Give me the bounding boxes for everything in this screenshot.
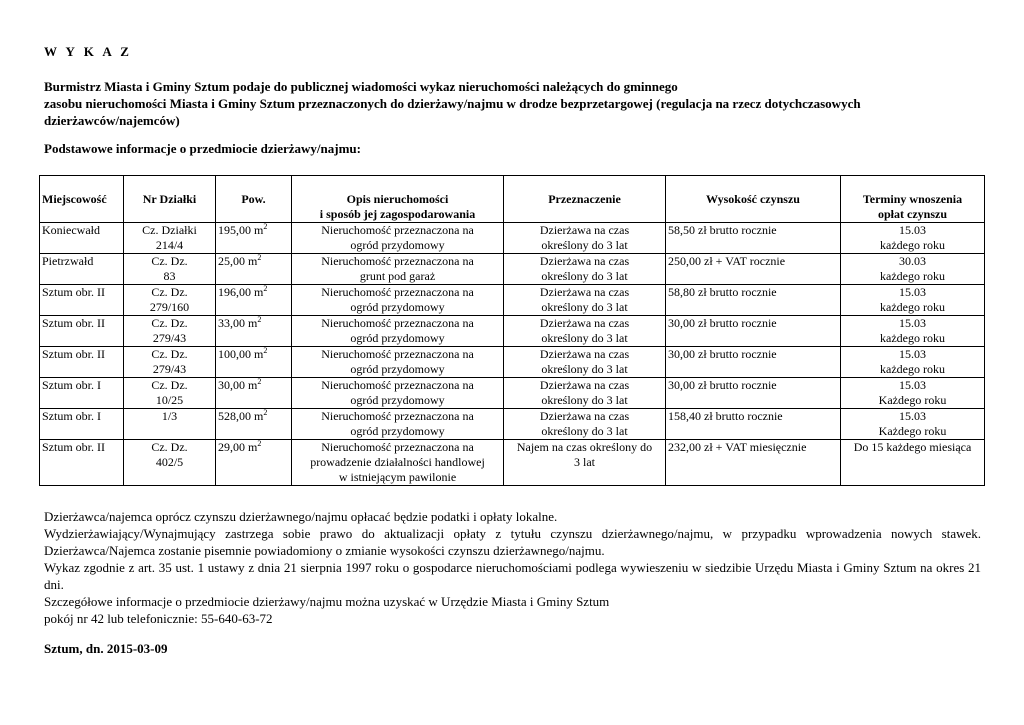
cell-parcel-line: 279/160 (149, 300, 190, 314)
cell-description-line: Nieruchomość przeznaczona na (321, 347, 474, 361)
cell-locality: Sztum obr. II (40, 440, 124, 486)
cell-purpose-line: 3 lat (574, 455, 595, 469)
cell-terms-line: 15.03 (899, 316, 926, 330)
cell-description (292, 409, 504, 440)
cell-terms-line: 30.03 (899, 254, 926, 268)
cell-area-unit-exponent: 2 (257, 377, 262, 386)
cell-area-unit-exponent: 2 (263, 222, 268, 231)
cell-parcel-line: Cz. Dz. (151, 316, 188, 330)
cell-description-line: Nieruchomość przeznaczona na (321, 316, 474, 330)
cell-purpose-line: Dzierżawa na czas (539, 223, 630, 237)
cell-purpose-line: określony do 3 lat (541, 424, 628, 438)
cell-purpose (504, 440, 666, 486)
section-subheading: Podstawowe informacje o przedmiocie dzierżawy/najmu: (44, 141, 361, 156)
cell-locality: Sztum obr. I (40, 378, 124, 409)
document-title: W Y K A Z (44, 44, 132, 59)
cell-parcel-line: Cz. Dz. (151, 254, 188, 268)
table-header-row (40, 176, 985, 223)
cell-terms-line: Do 15 każdego miesiąca (853, 440, 972, 454)
cell-rent: 30,00 zł brutto rocznie (666, 378, 841, 409)
cell-area (216, 347, 292, 378)
cell-terms (841, 223, 985, 254)
cell-area (216, 409, 292, 440)
cell-area-value: 195,00 m (218, 223, 264, 237)
cell-description-line: Nieruchomość przeznaczona na (321, 254, 474, 268)
cell-parcel-line: Cz. Działki (142, 223, 197, 237)
cell-parcel (124, 347, 216, 378)
cell-parcel-line: Cz. Dz. (151, 440, 188, 454)
cell-terms (841, 440, 985, 486)
cell-area-unit-exponent: 2 (263, 346, 268, 355)
place-date: Sztum, dn. 2015-03-09 (44, 641, 168, 656)
note-paragraph: Wykaz zgodnie z art. 35 ust. 1 ustawy z dnia 21 sierpnia 1997 roku o gospodarce nieruchomościami podlega wywieszeniu w siedzibie Urzędu Miasta i Gminy Sztum na okres 21 dni. (44, 560, 981, 592)
cell-parcel-line: 402/5 (155, 455, 184, 469)
cell-description-line: prowadzenie działalności handlowej (310, 455, 485, 469)
cell-rent: 58,80 zł brutto rocznie (666, 285, 841, 316)
cell-purpose (504, 223, 666, 254)
cell-purpose-line: określony do 3 lat (541, 238, 628, 252)
cell-terms-line: Każdego roku (878, 424, 947, 438)
table-row (40, 378, 985, 409)
cell-terms-line: Każdego roku (878, 393, 947, 407)
cell-area (216, 254, 292, 285)
table-body (40, 223, 985, 486)
cell-parcel-line: Cz. Dz. (151, 378, 188, 392)
intro-line: Burmistrz Miasta i Gminy Sztum podaje do publicznej wiadomości wykaz nieruchomości należących do gminnego (44, 79, 678, 94)
cell-description-line: ogród przydomowy (350, 300, 445, 314)
cell-terms-line: 15.03 (899, 223, 926, 237)
cell-terms (841, 409, 985, 440)
header-purpose: Przeznaczenie (504, 176, 666, 223)
cell-parcel-line: 83 (163, 269, 176, 283)
cell-parcel (124, 378, 216, 409)
note-paragraph: Dzierżawca/najemca oprócz czynszu dzierżawnego/najmu opłacać będzie podatki i opłaty lokalne. (44, 509, 558, 524)
cell-terms-line: 15.03 (899, 347, 926, 361)
cell-rent: 30,00 zł brutto rocznie (666, 347, 841, 378)
cell-parcel-line: Cz. Dz. (151, 347, 188, 361)
header-area: Pow. (216, 176, 292, 223)
header-terms-line: Terminy wnoszenia (862, 192, 963, 206)
cell-parcel-line: 279/43 (152, 331, 187, 345)
cell-terms (841, 347, 985, 378)
header-parcel: Nr Działki (124, 176, 216, 223)
cell-purpose (504, 378, 666, 409)
cell-locality: Sztum obr. II (40, 347, 124, 378)
cell-locality: Sztum obr. II (40, 316, 124, 347)
cell-purpose (504, 409, 666, 440)
table-row (40, 254, 985, 285)
cell-description (292, 316, 504, 347)
cell-terms-line: każdego roku (880, 362, 945, 376)
cell-area-value: 528,00 m (218, 409, 264, 423)
cell-rent: 30,00 zł brutto rocznie (666, 316, 841, 347)
header-locality: Miejscowość (40, 176, 124, 223)
cell-locality: Sztum obr. I (40, 409, 124, 440)
cell-description-line: ogród przydomowy (350, 393, 445, 407)
cell-description-line: w istniejącym pawilonie (338, 470, 457, 484)
cell-description (292, 378, 504, 409)
intro-line: zasobu nieruchomości Miasta i Gminy Sztum przeznaczonych do dzierżawy/najmu w drodze bezprzetargowej (regulacja na rzecz dotychczasowych (44, 96, 861, 111)
cell-locality: Pietrzwałd (40, 254, 124, 285)
cell-purpose-line: Dzierżawa na czas (539, 409, 630, 423)
cell-parcel (124, 223, 216, 254)
cell-description-line: ogród przydomowy (350, 331, 445, 345)
table-row (40, 409, 985, 440)
cell-terms-line: każdego roku (880, 238, 945, 252)
cell-purpose-line: określony do 3 lat (541, 331, 628, 345)
note-paragraph: pokój nr 42 lub telefonicznie: 55-640-63-72 (44, 611, 273, 626)
cell-rent: 232,00 zł + VAT miesięcznie (666, 440, 841, 486)
cell-rent: 250,00 zł + VAT rocznie (666, 254, 841, 285)
cell-rent: 158,40 zł brutto rocznie (666, 409, 841, 440)
cell-area (216, 378, 292, 409)
cell-purpose-line: określony do 3 lat (541, 362, 628, 376)
header-terms-line: opłat czynszu (878, 207, 947, 221)
cell-terms (841, 254, 985, 285)
note-paragraph: Wydzierżawiający/Wynajmujący zastrzega sobie prawo do aktualizacji opłaty z tytułu czynszu dzierżawnego/najmu, w przypadku wprowadzenia nowych stawek. Dzierżawca/Najemca zostanie pisemnie powiadomiony o zmianie wysokości czynszu dzierżawnego/najmu. (44, 526, 981, 558)
cell-purpose-line: określony do 3 lat (541, 300, 628, 314)
table-row (40, 316, 985, 347)
cell-parcel (124, 440, 216, 486)
cell-description-line: Nieruchomość przeznaczona na (321, 440, 474, 454)
cell-description (292, 440, 504, 486)
cell-purpose-line: Dzierżawa na czas (539, 316, 630, 330)
header-rent: Wysokość czynszu (666, 176, 841, 223)
cell-purpose (504, 254, 666, 285)
cell-parcel (124, 409, 216, 440)
cell-rent: 58,50 zł brutto rocznie (666, 223, 841, 254)
cell-area (216, 285, 292, 316)
cell-terms-line: każdego roku (880, 269, 945, 283)
cell-parcel (124, 285, 216, 316)
intro-line: dzierżawców/najemców) (44, 113, 180, 128)
property-table (39, 175, 985, 486)
cell-area-value: 33,00 m (218, 316, 258, 330)
cell-terms (841, 285, 985, 316)
cell-area-unit-exponent: 2 (263, 284, 268, 293)
header-description-line: Opis nieruchomości (346, 192, 449, 206)
cell-terms (841, 316, 985, 347)
cell-purpose-line: Dzierżawa na czas (539, 347, 630, 361)
cell-area-unit-exponent: 2 (263, 408, 268, 417)
cell-description-line: Nieruchomość przeznaczona na (321, 285, 474, 299)
cell-description (292, 347, 504, 378)
cell-purpose (504, 347, 666, 378)
cell-terms-line: 15.03 (899, 409, 926, 423)
cell-purpose-line: Dzierżawa na czas (539, 285, 630, 299)
cell-purpose-line: określony do 3 lat (541, 393, 628, 407)
cell-terms-line: każdego roku (880, 300, 945, 314)
notes-section (44, 508, 981, 627)
table-row (40, 347, 985, 378)
cell-description-line: Nieruchomość przeznaczona na (321, 409, 474, 423)
header-description-line: i sposób jej zagospodarowania (319, 207, 476, 221)
cell-description (292, 285, 504, 316)
cell-description-line: grunt pod garaż (359, 269, 436, 283)
cell-description-line: ogród przydomowy (350, 362, 445, 376)
table-row (40, 285, 985, 316)
cell-area-unit-exponent: 2 (257, 315, 262, 324)
cell-description-line: Nieruchomość przeznaczona na (321, 223, 474, 237)
cell-purpose (504, 285, 666, 316)
cell-parcel-line: 214/4 (155, 238, 184, 252)
cell-purpose-line: Najem na czas określony do (516, 440, 653, 454)
table-row (40, 440, 985, 486)
cell-parcel-line: 10/25 (155, 393, 184, 407)
cell-purpose-line: Dzierżawa na czas (539, 254, 630, 268)
cell-purpose-line: określony do 3 lat (541, 269, 628, 283)
cell-locality: Koniecwałd (40, 223, 124, 254)
cell-description-line: ogród przydomowy (350, 238, 445, 252)
cell-area-value: 25,00 m (218, 254, 258, 268)
cell-area (216, 223, 292, 254)
cell-terms-line: 15.03 (899, 285, 926, 299)
cell-area (216, 316, 292, 347)
cell-purpose-line: Dzierżawa na czas (539, 378, 630, 392)
cell-description (292, 254, 504, 285)
intro-paragraph (44, 78, 994, 129)
cell-area-value: 196,00 m (218, 285, 264, 299)
cell-parcel (124, 254, 216, 285)
cell-parcel-line: 1/3 (161, 409, 178, 423)
header-terms (841, 176, 985, 223)
cell-area-value: 100,00 m (218, 347, 264, 361)
cell-description (292, 223, 504, 254)
table-row (40, 223, 985, 254)
cell-area-unit-exponent: 2 (257, 253, 262, 262)
cell-parcel (124, 316, 216, 347)
note-paragraph: Szczegółowe informacje o przedmiocie dzierżawy/najmu można uzyskać w Urzędzie Miasta i Gminy Sztum (44, 594, 610, 609)
cell-terms-line: każdego roku (880, 331, 945, 345)
cell-description-line: ogród przydomowy (350, 424, 445, 438)
header-description (292, 176, 504, 223)
cell-area-value: 29,00 m (218, 440, 258, 454)
cell-parcel-line: 279/43 (152, 362, 187, 376)
cell-area-unit-exponent: 2 (257, 439, 262, 448)
cell-locality: Sztum obr. II (40, 285, 124, 316)
cell-description-line: Nieruchomość przeznaczona na (321, 378, 474, 392)
cell-terms (841, 378, 985, 409)
cell-purpose (504, 316, 666, 347)
cell-area (216, 440, 292, 486)
cell-parcel-line: Cz. Dz. (151, 285, 188, 299)
cell-area-value: 30,00 m (218, 378, 258, 392)
cell-terms-line: 15.03 (899, 378, 926, 392)
